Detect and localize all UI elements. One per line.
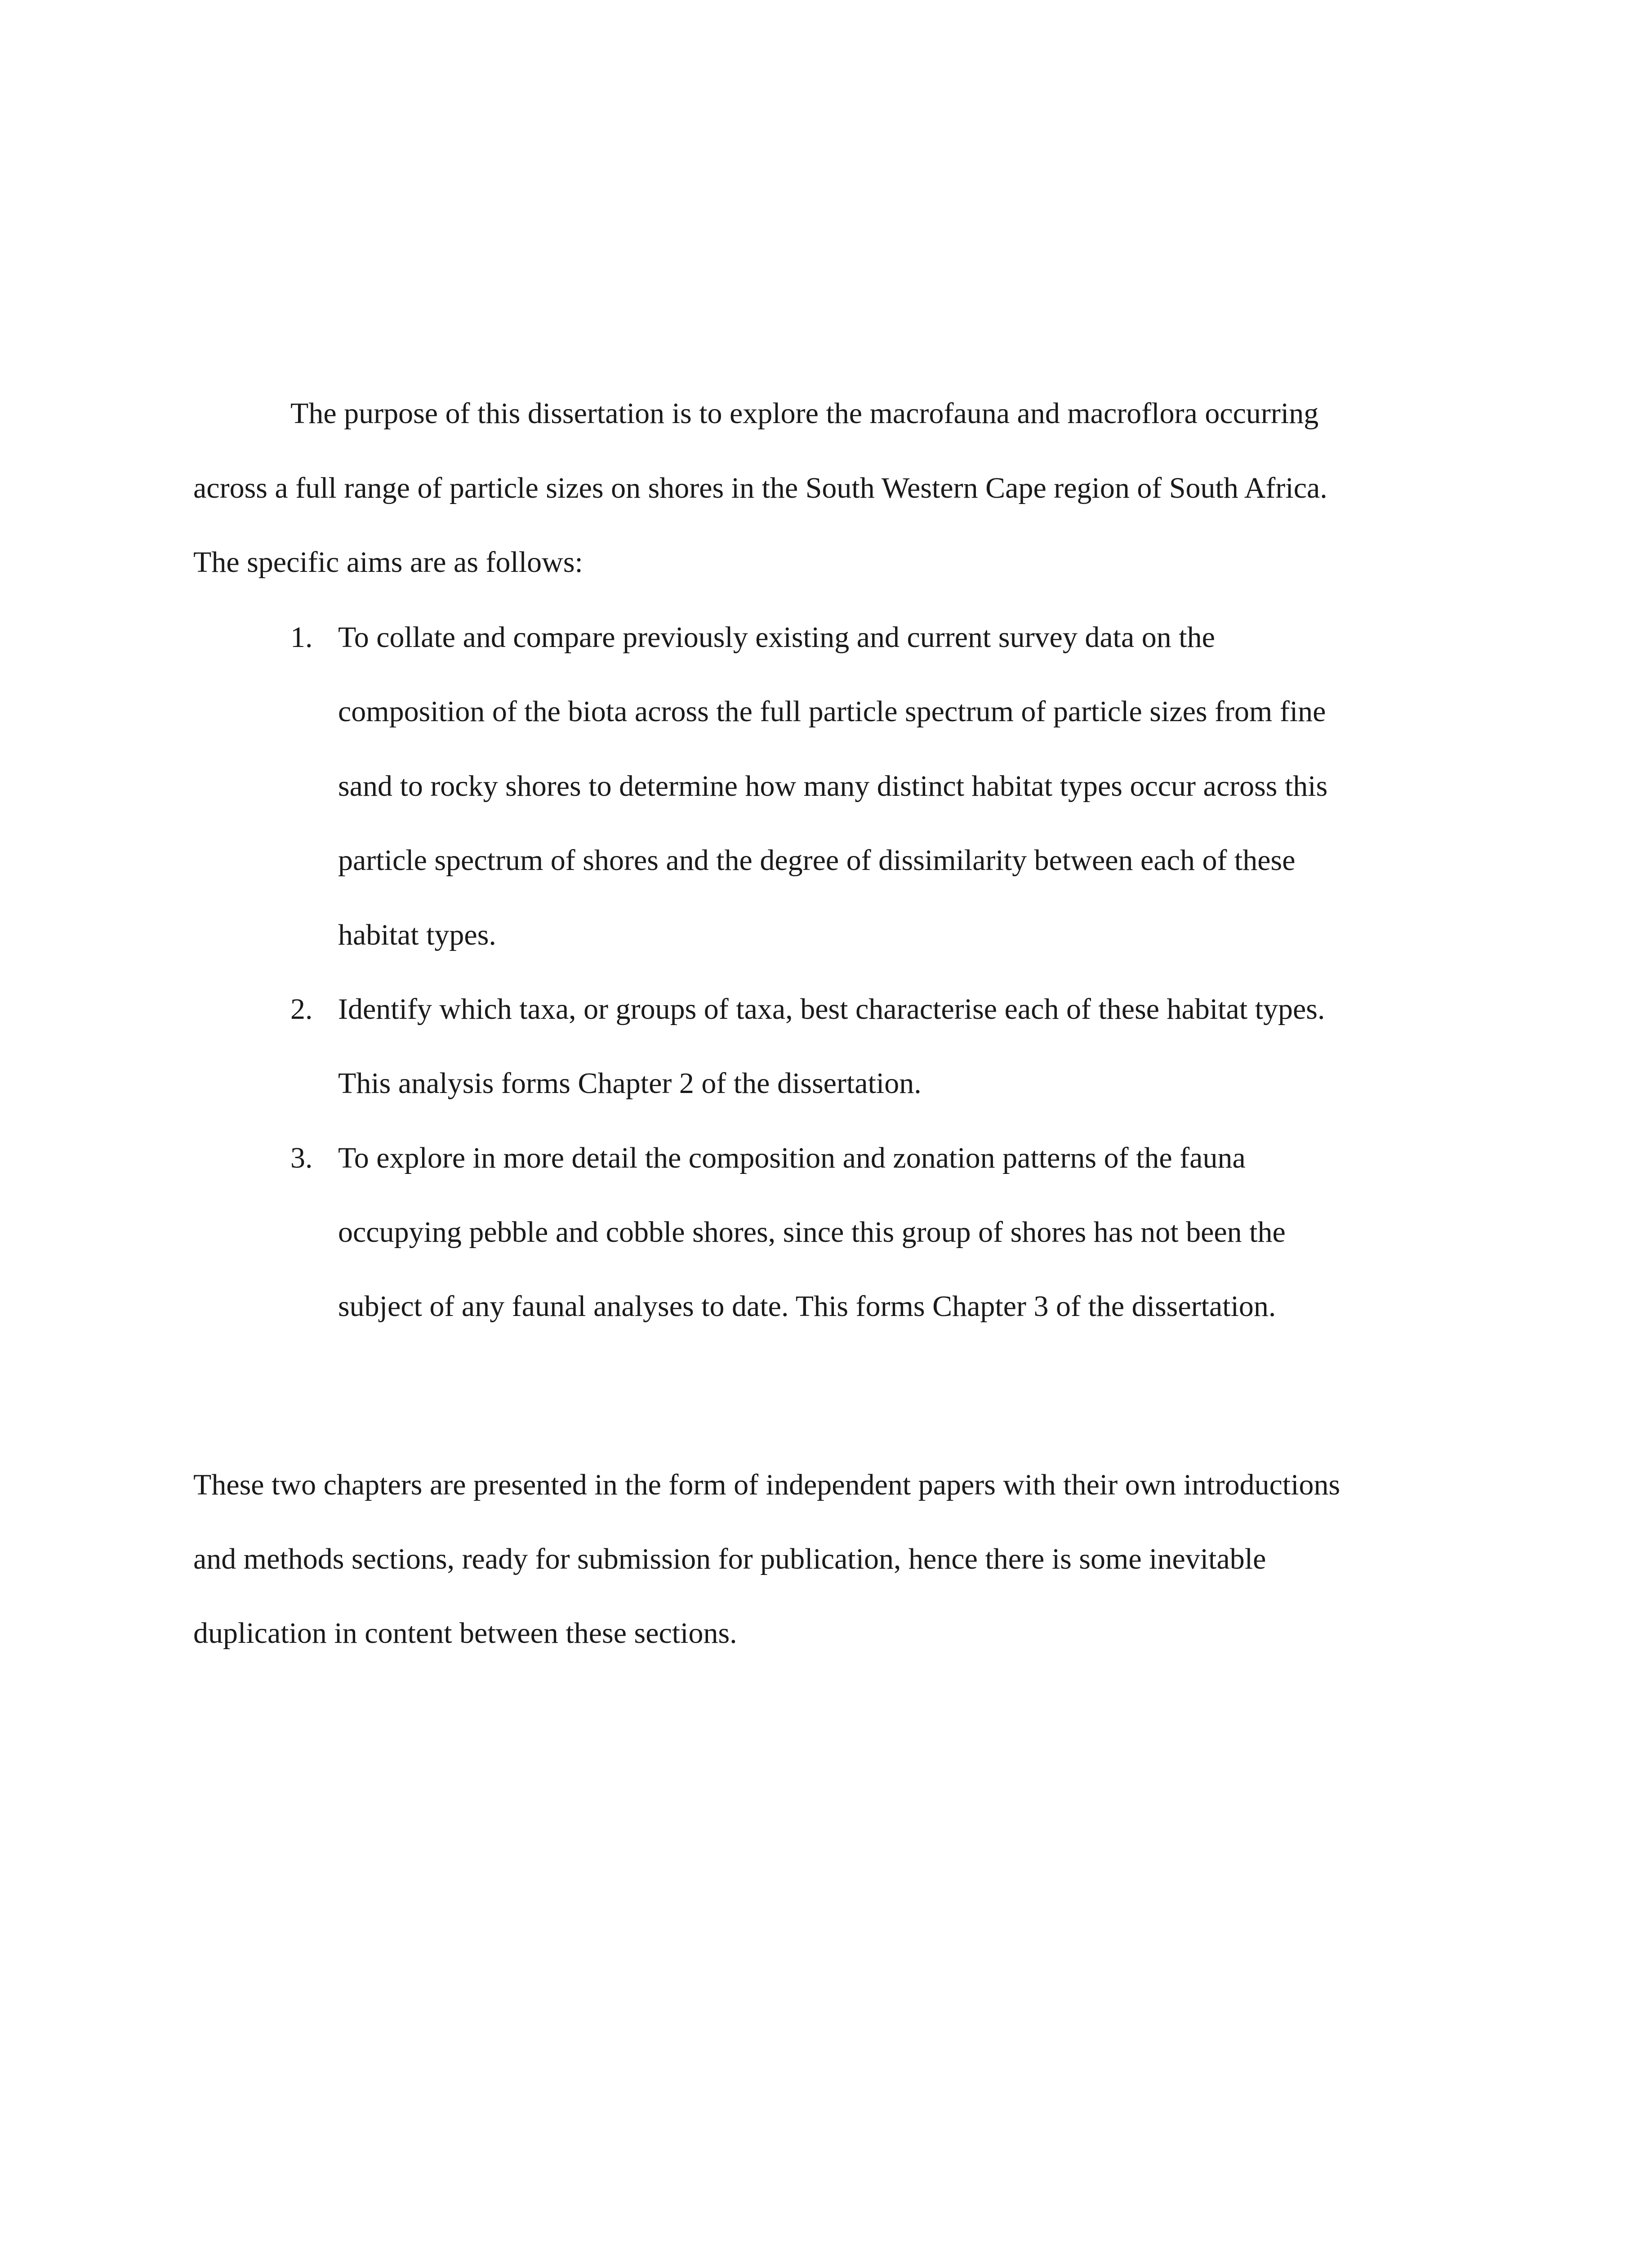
closing-line: duplication in content between these sections. [193, 1617, 737, 1650]
aim-line: sand to rocky shores to determine how many distinct habitat types occur across this [338, 770, 1328, 803]
aim-line: occupying pebble and cobble shores, since this group of shores has not been the [338, 1216, 1286, 1249]
list-number: 3. [290, 1142, 313, 1174]
closing-line: These two chapters are presented in the form of independent papers with their own introductions [193, 1468, 1340, 1501]
aim-line: To explore in more detail the composition and zonation patterns of the fauna [338, 1142, 1246, 1174]
aim-line: composition of the biota across the full particle spectrum of particle sizes from fine [338, 695, 1326, 728]
aim-line: subject of any faunal analyses to date. This forms Chapter 3 of the dissertation. [338, 1290, 1276, 1323]
list-number: 1. [290, 621, 313, 654]
closing-line: and methods sections, ready for submission for publication, hence there is some inevitable [193, 1543, 1266, 1575]
intro-line: The specific aims are as follows: [193, 546, 583, 579]
aim-line: To collate and compare previously existing and current survey data on the [338, 621, 1215, 654]
aim-line: Identify which taxa, or groups of taxa, best characterise each of these habitat types. [338, 993, 1325, 1026]
aim-line: particle spectrum of shores and the degree of dissimilarity between each of these [338, 844, 1296, 877]
list-number: 2. [290, 993, 313, 1026]
intro-line: The purpose of this dissertation is to explore the macrofauna and macroflora occurring [290, 397, 1319, 430]
aim-line: This analysis forms Chapter 2 of the dissertation. [338, 1067, 922, 1100]
intro-line: across a full range of particle sizes on shores in the South Western Cape region of South Africa. [193, 472, 1327, 504]
aim-line: habitat types. [338, 919, 496, 951]
